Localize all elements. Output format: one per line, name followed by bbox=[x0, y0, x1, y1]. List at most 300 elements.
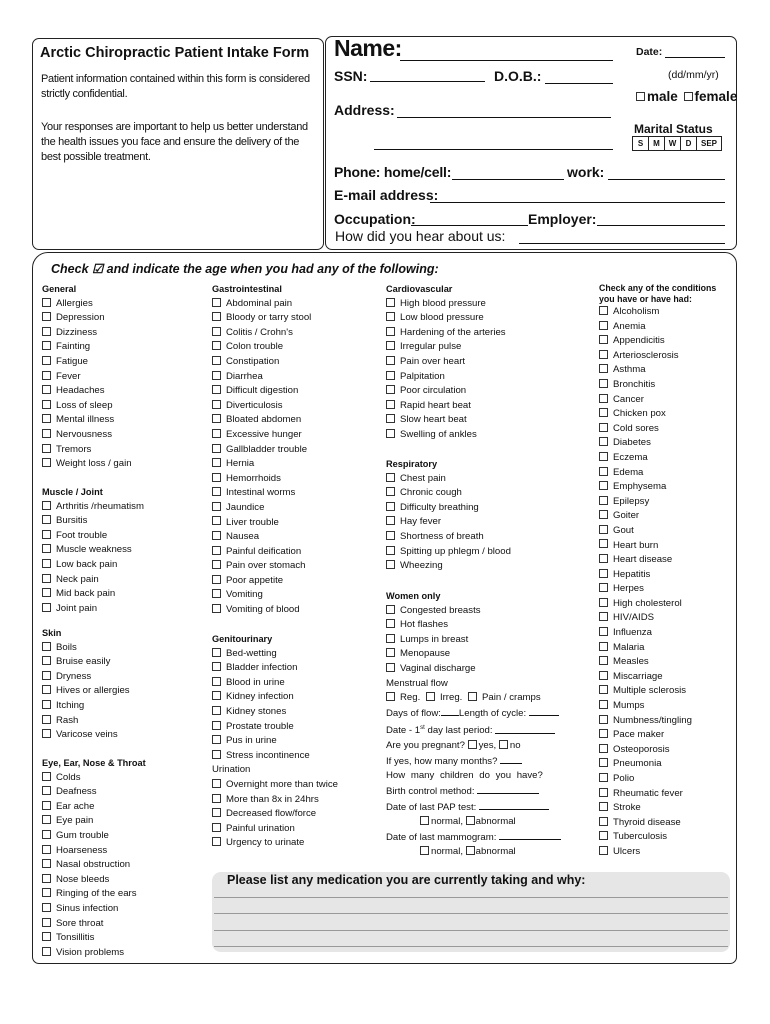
condition-checkbox[interactable] bbox=[42, 947, 51, 956]
condition-item[interactable] bbox=[212, 778, 338, 793]
condition-checkbox[interactable] bbox=[599, 583, 608, 592]
condition-item[interactable] bbox=[212, 690, 338, 705]
condition-item[interactable] bbox=[212, 734, 338, 749]
condition-checkbox[interactable] bbox=[599, 773, 608, 782]
marital-option[interactable]: M bbox=[648, 137, 664, 150]
condition-item[interactable] bbox=[42, 728, 130, 743]
condition-checkbox[interactable] bbox=[386, 298, 395, 307]
condition-item[interactable] bbox=[599, 714, 716, 729]
days-of-flow-field[interactable] bbox=[441, 706, 459, 716]
condition-item[interactable] bbox=[212, 326, 311, 341]
home-phone-field[interactable] bbox=[452, 165, 564, 180]
condition-checkbox[interactable] bbox=[212, 648, 221, 657]
condition-item[interactable] bbox=[212, 676, 338, 691]
condition-checkbox[interactable] bbox=[599, 671, 608, 680]
pap-normal-checkbox[interactable] bbox=[420, 816, 429, 825]
condition-item[interactable] bbox=[212, 647, 338, 662]
condition-checkbox[interactable] bbox=[42, 772, 51, 781]
condition-checkbox[interactable] bbox=[599, 437, 608, 446]
condition-checkbox[interactable] bbox=[386, 473, 395, 482]
female-checkbox[interactable] bbox=[684, 92, 693, 101]
condition-checkbox[interactable] bbox=[212, 560, 221, 569]
condition-checkbox[interactable] bbox=[386, 327, 395, 336]
condition-item[interactable] bbox=[42, 428, 132, 443]
condition-checkbox[interactable] bbox=[599, 423, 608, 432]
condition-checkbox[interactable] bbox=[42, 298, 51, 307]
condition-item[interactable] bbox=[212, 486, 311, 501]
condition-item[interactable] bbox=[42, 529, 144, 544]
condition-item[interactable] bbox=[212, 311, 311, 326]
condition-item[interactable] bbox=[42, 858, 146, 873]
condition-item[interactable] bbox=[386, 501, 511, 516]
condition-checkbox[interactable] bbox=[212, 662, 221, 671]
condition-checkbox[interactable] bbox=[42, 656, 51, 665]
condition-item[interactable] bbox=[386, 633, 561, 648]
condition-checkbox[interactable] bbox=[212, 516, 221, 525]
condition-checkbox[interactable] bbox=[599, 467, 608, 476]
condition-item[interactable] bbox=[386, 413, 506, 428]
condition-checkbox[interactable] bbox=[599, 496, 608, 505]
condition-checkbox[interactable] bbox=[42, 845, 51, 854]
condition-item[interactable] bbox=[599, 363, 716, 378]
irreg-checkbox[interactable] bbox=[426, 692, 435, 701]
condition-checkbox[interactable] bbox=[599, 817, 608, 826]
condition-checkbox[interactable] bbox=[42, 588, 51, 597]
condition-checkbox[interactable] bbox=[212, 691, 221, 700]
condition-checkbox[interactable] bbox=[212, 487, 221, 496]
condition-item[interactable] bbox=[42, 714, 130, 729]
condition-item[interactable] bbox=[386, 399, 506, 414]
condition-item[interactable] bbox=[212, 399, 311, 414]
condition-item[interactable] bbox=[212, 443, 311, 458]
condition-item[interactable] bbox=[42, 311, 132, 326]
condition-item[interactable] bbox=[212, 559, 311, 574]
condition-item[interactable] bbox=[386, 486, 511, 501]
condition-checkbox[interactable] bbox=[212, 589, 221, 598]
condition-checkbox[interactable] bbox=[42, 888, 51, 897]
condition-item[interactable] bbox=[599, 626, 716, 641]
condition-checkbox[interactable] bbox=[386, 516, 395, 525]
condition-item[interactable] bbox=[599, 684, 716, 699]
condition-checkbox[interactable] bbox=[599, 525, 608, 534]
condition-checkbox[interactable] bbox=[212, 779, 221, 788]
condition-checkbox[interactable] bbox=[42, 356, 51, 365]
condition-item[interactable] bbox=[599, 320, 716, 335]
referral-field[interactable] bbox=[519, 229, 725, 244]
condition-checkbox[interactable] bbox=[212, 385, 221, 394]
condition-checkbox[interactable] bbox=[599, 306, 608, 315]
condition-checkbox[interactable] bbox=[42, 903, 51, 912]
condition-item[interactable] bbox=[42, 785, 146, 800]
condition-checkbox[interactable] bbox=[212, 677, 221, 686]
condition-checkbox[interactable] bbox=[42, 371, 51, 380]
condition-item[interactable] bbox=[212, 705, 338, 720]
condition-checkbox[interactable] bbox=[599, 554, 608, 563]
condition-checkbox[interactable] bbox=[212, 808, 221, 817]
condition-checkbox[interactable] bbox=[386, 546, 395, 555]
condition-item[interactable] bbox=[599, 816, 716, 831]
condition-item[interactable] bbox=[599, 845, 716, 860]
condition-checkbox[interactable] bbox=[42, 559, 51, 568]
condition-checkbox[interactable] bbox=[42, 685, 51, 694]
condition-item[interactable] bbox=[212, 384, 311, 399]
condition-item[interactable] bbox=[212, 545, 311, 560]
condition-item[interactable] bbox=[42, 800, 146, 815]
condition-item[interactable] bbox=[386, 370, 506, 385]
condition-checkbox[interactable] bbox=[212, 298, 221, 307]
condition-checkbox[interactable] bbox=[599, 642, 608, 651]
condition-item[interactable] bbox=[42, 500, 144, 515]
mammogram-field[interactable] bbox=[499, 830, 561, 840]
condition-item[interactable] bbox=[42, 670, 130, 685]
condition-checkbox[interactable] bbox=[599, 379, 608, 388]
condition-item[interactable] bbox=[386, 515, 511, 530]
condition-item[interactable] bbox=[599, 334, 716, 349]
condition-item[interactable] bbox=[599, 553, 716, 568]
condition-item[interactable] bbox=[386, 530, 511, 545]
name-field[interactable] bbox=[400, 44, 613, 61]
condition-item[interactable] bbox=[599, 611, 716, 626]
condition-checkbox[interactable] bbox=[42, 429, 51, 438]
condition-checkbox[interactable] bbox=[212, 531, 221, 540]
months-field[interactable] bbox=[500, 754, 522, 764]
condition-checkbox[interactable] bbox=[42, 414, 51, 423]
condition-checkbox[interactable] bbox=[42, 671, 51, 680]
condition-item[interactable] bbox=[599, 568, 716, 583]
condition-checkbox[interactable] bbox=[212, 823, 221, 832]
condition-checkbox[interactable] bbox=[599, 788, 608, 797]
condition-item[interactable] bbox=[212, 297, 311, 312]
condition-item[interactable] bbox=[42, 457, 132, 472]
condition-checkbox[interactable] bbox=[599, 569, 608, 578]
condition-item[interactable] bbox=[42, 844, 146, 859]
pap-test-field[interactable] bbox=[479, 800, 549, 810]
pap-abnormal-checkbox[interactable] bbox=[466, 816, 475, 825]
condition-checkbox[interactable] bbox=[599, 394, 608, 403]
condition-item[interactable] bbox=[212, 749, 338, 764]
condition-item[interactable] bbox=[599, 407, 716, 422]
condition-item[interactable] bbox=[599, 524, 716, 539]
condition-checkbox[interactable] bbox=[386, 648, 395, 657]
condition-item[interactable] bbox=[386, 662, 561, 677]
condition-item[interactable] bbox=[42, 771, 146, 786]
condition-item[interactable] bbox=[599, 305, 716, 320]
condition-checkbox[interactable] bbox=[212, 604, 221, 613]
condition-item[interactable] bbox=[599, 597, 716, 612]
condition-item[interactable] bbox=[599, 641, 716, 656]
medication-line-1[interactable] bbox=[214, 897, 728, 898]
condition-checkbox[interactable] bbox=[599, 831, 608, 840]
condition-checkbox[interactable] bbox=[212, 312, 221, 321]
condition-checkbox[interactable] bbox=[212, 502, 221, 511]
condition-checkbox[interactable] bbox=[599, 408, 608, 417]
condition-checkbox[interactable] bbox=[599, 510, 608, 519]
condition-checkbox[interactable] bbox=[212, 371, 221, 380]
condition-item[interactable] bbox=[42, 946, 146, 961]
condition-item[interactable] bbox=[212, 472, 311, 487]
condition-item[interactable] bbox=[212, 340, 311, 355]
condition-checkbox[interactable] bbox=[42, 786, 51, 795]
ssn-field[interactable] bbox=[370, 68, 485, 82]
condition-item[interactable] bbox=[212, 588, 311, 603]
condition-item[interactable] bbox=[386, 311, 506, 326]
condition-checkbox[interactable] bbox=[42, 444, 51, 453]
date-field[interactable] bbox=[665, 46, 725, 58]
condition-item[interactable] bbox=[212, 428, 311, 443]
condition-item[interactable] bbox=[42, 370, 132, 385]
condition-checkbox[interactable] bbox=[42, 859, 51, 868]
condition-item[interactable] bbox=[42, 413, 132, 428]
condition-item[interactable] bbox=[599, 699, 716, 714]
condition-item[interactable] bbox=[212, 807, 338, 822]
condition-item[interactable] bbox=[386, 355, 506, 370]
condition-checkbox[interactable] bbox=[599, 744, 608, 753]
pregnant-no-checkbox[interactable] bbox=[499, 740, 508, 749]
condition-checkbox[interactable] bbox=[599, 715, 608, 724]
condition-item[interactable] bbox=[212, 516, 311, 531]
condition-checkbox[interactable] bbox=[42, 932, 51, 941]
condition-item[interactable] bbox=[212, 370, 311, 385]
condition-item[interactable] bbox=[42, 399, 132, 414]
condition-item[interactable] bbox=[212, 574, 311, 589]
condition-checkbox[interactable] bbox=[599, 364, 608, 373]
condition-item[interactable] bbox=[212, 501, 311, 516]
condition-checkbox[interactable] bbox=[42, 312, 51, 321]
condition-item[interactable] bbox=[42, 917, 146, 932]
condition-checkbox[interactable] bbox=[599, 656, 608, 665]
last-period-field[interactable] bbox=[495, 724, 555, 734]
condition-checkbox[interactable] bbox=[212, 575, 221, 584]
condition-item[interactable] bbox=[599, 378, 716, 393]
condition-checkbox[interactable] bbox=[42, 918, 51, 927]
condition-checkbox[interactable] bbox=[599, 481, 608, 490]
condition-checkbox[interactable] bbox=[42, 729, 51, 738]
condition-item[interactable] bbox=[386, 340, 506, 355]
condition-checkbox[interactable] bbox=[42, 642, 51, 651]
condition-item[interactable] bbox=[42, 443, 132, 458]
condition-checkbox[interactable] bbox=[42, 501, 51, 510]
condition-checkbox[interactable] bbox=[212, 794, 221, 803]
condition-item[interactable] bbox=[42, 602, 144, 617]
condition-item[interactable] bbox=[599, 830, 716, 845]
condition-checkbox[interactable] bbox=[42, 574, 51, 583]
condition-checkbox[interactable] bbox=[386, 400, 395, 409]
condition-checkbox[interactable] bbox=[386, 531, 395, 540]
condition-checkbox[interactable] bbox=[42, 715, 51, 724]
condition-item[interactable] bbox=[599, 539, 716, 554]
pregnant-yes-checkbox[interactable] bbox=[468, 740, 477, 749]
condition-item[interactable] bbox=[599, 480, 716, 495]
condition-checkbox[interactable] bbox=[42, 603, 51, 612]
condition-item[interactable] bbox=[42, 887, 146, 902]
condition-item[interactable] bbox=[599, 787, 716, 802]
condition-checkbox[interactable] bbox=[212, 750, 221, 759]
condition-checkbox[interactable] bbox=[386, 385, 395, 394]
condition-item[interactable] bbox=[386, 545, 511, 560]
condition-item[interactable] bbox=[212, 413, 311, 428]
condition-checkbox[interactable] bbox=[599, 846, 608, 855]
condition-item[interactable] bbox=[599, 349, 716, 364]
condition-checkbox[interactable] bbox=[599, 335, 608, 344]
dob-field[interactable] bbox=[545, 70, 613, 84]
condition-checkbox[interactable] bbox=[42, 700, 51, 709]
condition-checkbox[interactable] bbox=[42, 830, 51, 839]
condition-item[interactable] bbox=[386, 559, 511, 574]
reg-checkbox[interactable] bbox=[386, 692, 395, 701]
marital-option[interactable]: D bbox=[680, 137, 696, 150]
cycle-length-field[interactable] bbox=[529, 706, 559, 716]
male-checkbox[interactable] bbox=[636, 92, 645, 101]
condition-item[interactable] bbox=[212, 822, 338, 837]
condition-checkbox[interactable] bbox=[42, 815, 51, 824]
medication-line-3[interactable] bbox=[214, 930, 728, 931]
condition-item[interactable] bbox=[386, 472, 511, 487]
medication-line-4[interactable] bbox=[214, 946, 728, 947]
condition-checkbox[interactable] bbox=[386, 356, 395, 365]
pain-checkbox[interactable] bbox=[468, 692, 477, 701]
employer-field[interactable] bbox=[597, 211, 725, 226]
condition-item[interactable] bbox=[386, 428, 506, 443]
condition-checkbox[interactable] bbox=[386, 663, 395, 672]
condition-item[interactable] bbox=[42, 514, 144, 529]
condition-item[interactable] bbox=[42, 543, 144, 558]
condition-checkbox[interactable] bbox=[212, 356, 221, 365]
condition-checkbox[interactable] bbox=[42, 400, 51, 409]
condition-item[interactable] bbox=[42, 384, 132, 399]
condition-checkbox[interactable] bbox=[212, 400, 221, 409]
condition-item[interactable] bbox=[599, 757, 716, 772]
condition-item[interactable] bbox=[386, 618, 561, 633]
condition-item[interactable] bbox=[599, 670, 716, 685]
condition-checkbox[interactable] bbox=[386, 312, 395, 321]
condition-item[interactable] bbox=[42, 873, 146, 888]
condition-item[interactable] bbox=[599, 451, 716, 466]
medication-line-2[interactable] bbox=[214, 913, 728, 914]
condition-checkbox[interactable] bbox=[212, 458, 221, 467]
condition-item[interactable] bbox=[386, 297, 506, 312]
condition-checkbox[interactable] bbox=[599, 452, 608, 461]
condition-checkbox[interactable] bbox=[212, 473, 221, 482]
condition-item[interactable] bbox=[212, 530, 311, 545]
occupation-field[interactable] bbox=[411, 211, 528, 226]
marital-option[interactable]: S bbox=[632, 137, 648, 150]
condition-item[interactable] bbox=[42, 902, 146, 917]
email-field[interactable] bbox=[430, 188, 725, 203]
condition-checkbox[interactable] bbox=[42, 801, 51, 810]
condition-item[interactable] bbox=[42, 340, 132, 355]
condition-item[interactable] bbox=[599, 422, 716, 437]
condition-checkbox[interactable] bbox=[42, 515, 51, 524]
condition-checkbox[interactable] bbox=[386, 605, 395, 614]
condition-checkbox[interactable] bbox=[386, 341, 395, 350]
condition-checkbox[interactable] bbox=[42, 341, 51, 350]
condition-checkbox[interactable] bbox=[386, 634, 395, 643]
condition-checkbox[interactable] bbox=[212, 341, 221, 350]
condition-item[interactable] bbox=[212, 836, 338, 851]
condition-item[interactable] bbox=[212, 793, 338, 808]
condition-checkbox[interactable] bbox=[42, 385, 51, 394]
condition-item[interactable] bbox=[599, 728, 716, 743]
condition-checkbox[interactable] bbox=[386, 371, 395, 380]
condition-item[interactable] bbox=[386, 647, 561, 662]
condition-checkbox[interactable] bbox=[599, 729, 608, 738]
condition-item[interactable] bbox=[42, 326, 132, 341]
condition-checkbox[interactable] bbox=[42, 530, 51, 539]
condition-item[interactable] bbox=[386, 604, 561, 619]
condition-item[interactable] bbox=[212, 457, 311, 472]
condition-item[interactable] bbox=[42, 573, 144, 588]
condition-item[interactable] bbox=[599, 466, 716, 481]
condition-checkbox[interactable] bbox=[212, 444, 221, 453]
condition-item[interactable] bbox=[599, 772, 716, 787]
condition-checkbox[interactable] bbox=[386, 414, 395, 423]
condition-checkbox[interactable] bbox=[42, 327, 51, 336]
condition-item[interactable] bbox=[212, 355, 311, 370]
condition-item[interactable] bbox=[599, 393, 716, 408]
condition-checkbox[interactable] bbox=[386, 560, 395, 569]
condition-checkbox[interactable] bbox=[599, 321, 608, 330]
condition-item[interactable] bbox=[212, 661, 338, 676]
condition-checkbox[interactable] bbox=[386, 487, 395, 496]
marital-option[interactable]: SEP bbox=[696, 137, 721, 150]
condition-checkbox[interactable] bbox=[212, 706, 221, 715]
condition-checkbox[interactable] bbox=[599, 700, 608, 709]
condition-item[interactable] bbox=[42, 355, 132, 370]
condition-item[interactable] bbox=[42, 814, 146, 829]
condition-checkbox[interactable] bbox=[599, 612, 608, 621]
condition-checkbox[interactable] bbox=[599, 598, 608, 607]
condition-checkbox[interactable] bbox=[212, 429, 221, 438]
condition-item[interactable] bbox=[42, 684, 130, 699]
condition-checkbox[interactable] bbox=[386, 429, 395, 438]
condition-checkbox[interactable] bbox=[212, 546, 221, 555]
mammo-abnormal-checkbox[interactable] bbox=[466, 846, 475, 855]
marital-status-options[interactable] bbox=[632, 136, 722, 151]
condition-item[interactable] bbox=[386, 326, 506, 341]
condition-item[interactable] bbox=[212, 720, 338, 735]
address-field-1[interactable] bbox=[397, 103, 611, 118]
condition-checkbox[interactable] bbox=[212, 414, 221, 423]
condition-item[interactable] bbox=[42, 558, 144, 573]
condition-checkbox[interactable] bbox=[599, 758, 608, 767]
condition-checkbox[interactable] bbox=[42, 874, 51, 883]
condition-item[interactable] bbox=[599, 743, 716, 758]
condition-item[interactable] bbox=[599, 582, 716, 597]
condition-checkbox[interactable] bbox=[599, 685, 608, 694]
condition-item[interactable] bbox=[599, 801, 716, 816]
condition-item[interactable] bbox=[599, 509, 716, 524]
condition-checkbox[interactable] bbox=[599, 627, 608, 636]
birth-control-field[interactable] bbox=[477, 784, 539, 794]
condition-item[interactable] bbox=[599, 495, 716, 510]
condition-item[interactable] bbox=[42, 587, 144, 602]
condition-item[interactable] bbox=[386, 384, 506, 399]
condition-checkbox[interactable] bbox=[42, 544, 51, 553]
mammo-normal-checkbox[interactable] bbox=[420, 846, 429, 855]
condition-checkbox[interactable] bbox=[386, 502, 395, 511]
condition-item[interactable] bbox=[42, 931, 146, 946]
condition-checkbox[interactable] bbox=[42, 458, 51, 467]
condition-checkbox[interactable] bbox=[212, 735, 221, 744]
condition-item[interactable] bbox=[42, 655, 130, 670]
condition-checkbox[interactable] bbox=[386, 619, 395, 628]
address-field-2[interactable] bbox=[374, 135, 613, 150]
condition-checkbox[interactable] bbox=[212, 721, 221, 730]
condition-item[interactable] bbox=[599, 436, 716, 451]
condition-checkbox[interactable] bbox=[212, 327, 221, 336]
condition-item[interactable] bbox=[42, 829, 146, 844]
condition-item[interactable] bbox=[42, 297, 132, 312]
